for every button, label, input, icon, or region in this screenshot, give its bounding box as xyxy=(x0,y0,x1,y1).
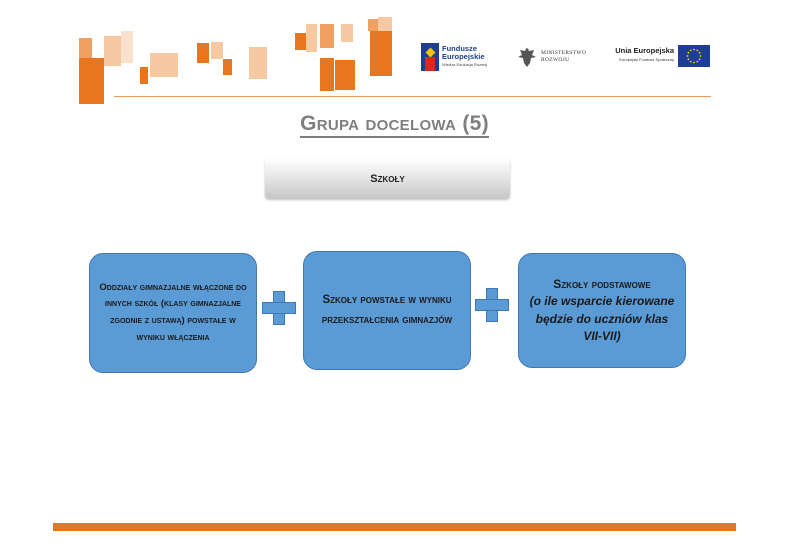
target-group-box-1 xyxy=(89,253,257,373)
fundusze-line1: Fundusze xyxy=(442,44,477,53)
target-group-box-3 xyxy=(518,253,686,368)
footer-bar xyxy=(53,523,736,531)
fundusze-flag-icon xyxy=(421,43,439,71)
plus-icon xyxy=(262,291,296,325)
page-title-text: Grupa docelowa (5) xyxy=(300,112,489,138)
box-3-bold-text: Szkoły podstawowe xyxy=(553,276,651,291)
box-2-text: Szkoły powstałe w wyniku przekształcenia gimnazjów xyxy=(321,293,453,326)
box-3-italic-text: (o ile wsparcie kierowane będzie do uczniów klas VII-VII) xyxy=(529,294,675,343)
eu-flag-icon xyxy=(678,45,710,67)
box-1-text: Oddziały gimnazjalne włączone do innych szkół (klasy gimnazjalne zgodnie z ustawą) powstałe w wyniku włączenia xyxy=(99,281,247,343)
plus-icon xyxy=(475,288,509,322)
category-bar xyxy=(265,159,510,199)
target-group-box-2 xyxy=(303,251,471,370)
page-title xyxy=(0,112,789,136)
header-divider xyxy=(114,96,711,97)
fundusze-line2: Europejskie xyxy=(442,52,485,61)
category-label: Szkoły xyxy=(370,173,405,185)
ministerstwo-line2: ROZWOJU xyxy=(541,57,570,63)
unia-line1: Unia Europejska xyxy=(615,46,674,55)
eagle-icon xyxy=(517,46,537,68)
ministerstwo-line1: MINISTERSTWO xyxy=(541,50,587,56)
unia-line2: Europejski Fundusz Społeczny xyxy=(619,57,674,62)
fundusze-line3: Wiedza Edukacja Rozwój xyxy=(442,62,488,67)
